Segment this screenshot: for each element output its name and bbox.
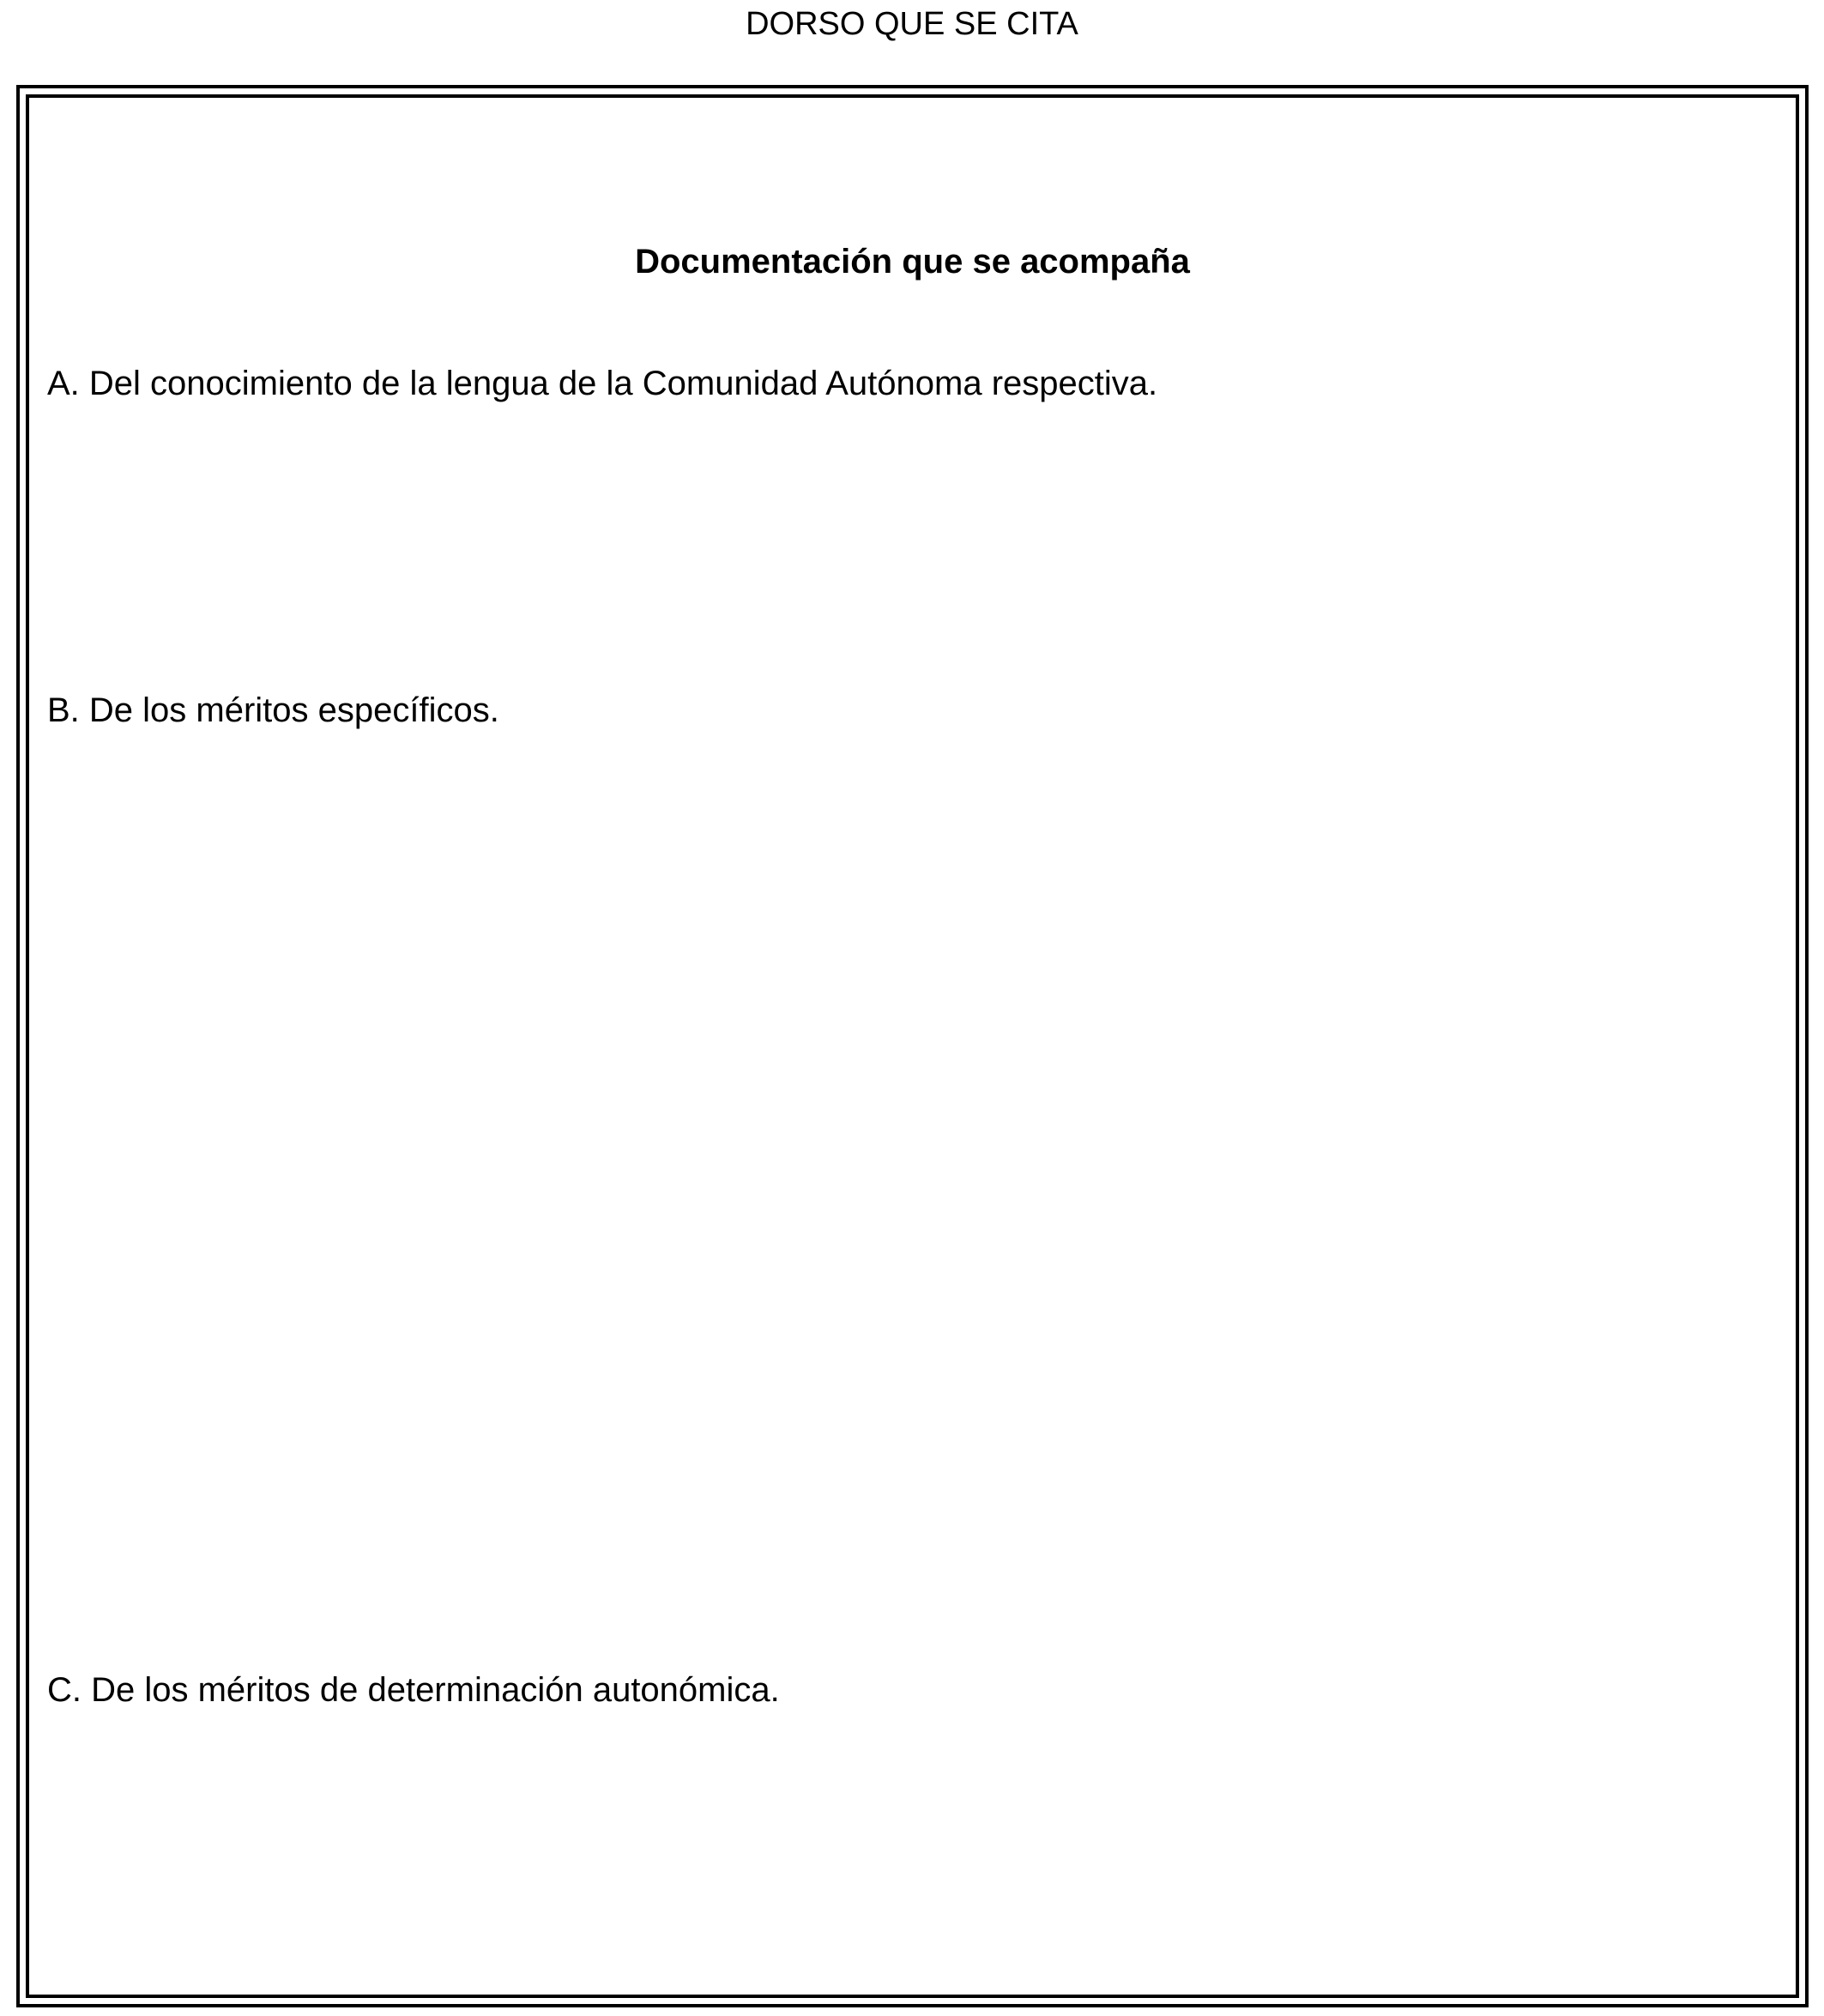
section-b-label: B. De los méritos específicos. [47, 691, 499, 729]
document-frame-inner [26, 94, 1799, 1998]
section-a-label: A. Del conocimiento de la lengua de la Comunidad Autónoma respectiva. [47, 365, 1158, 402]
page-header: DORSO QUE SE CITA [746, 6, 1078, 42]
section-c-label: C. De los méritos de determinación autonómica. [47, 1671, 780, 1709]
document-title: Documentación que se acompaña [635, 243, 1190, 281]
document-frame-outer [16, 85, 1809, 2007]
